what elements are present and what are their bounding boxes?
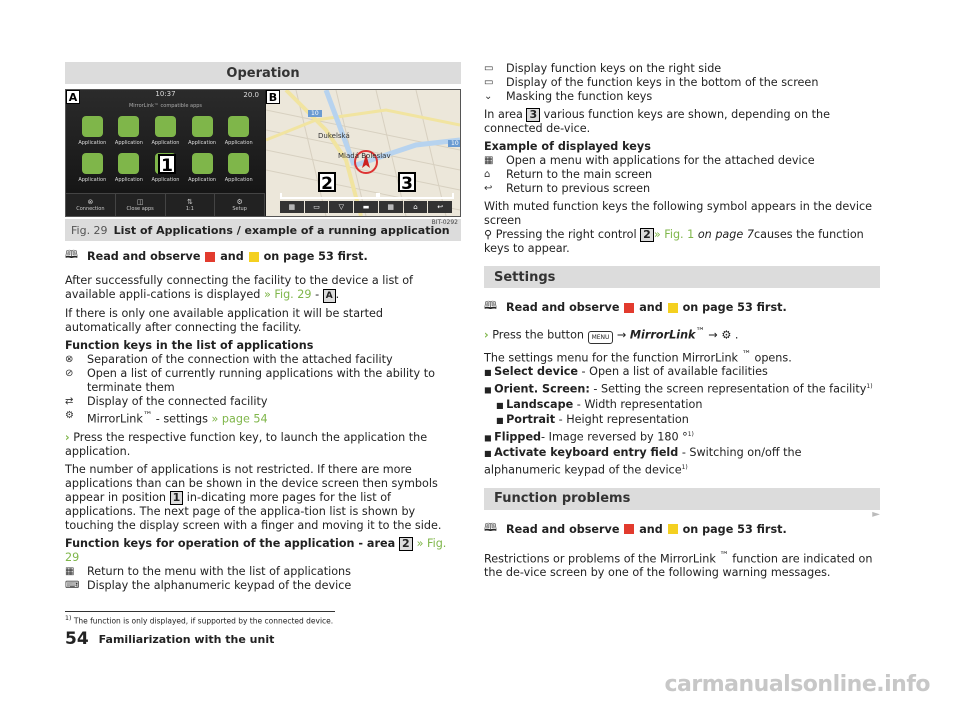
app-label: Application: [114, 140, 143, 146]
road-label-1: 10: [308, 110, 322, 117]
map-function-key-icon[interactable]: ▬: [354, 201, 378, 213]
app-label: Application: [224, 140, 253, 146]
settings-item-label: Activate keyboard entry field: [494, 445, 679, 459]
left.area2_keys-text: Display the alphanumeric keypad of the device: [87, 578, 352, 592]
warning-yellow-icon: [668, 524, 678, 534]
muted-symbol-icon: ⚲: [484, 228, 493, 241]
figure-caption-text: List of Applications / example of a running application: [113, 223, 450, 237]
settings-item-text: - Setting the screen representation of the facility: [589, 383, 867, 397]
settings-item: [484, 380, 880, 398]
callout-3: 3: [398, 172, 416, 192]
app-tile[interactable]: [220, 153, 257, 183]
callout-1: 1: [158, 154, 176, 174]
app-icon: [192, 116, 213, 137]
function-key-icon: ▭: [484, 77, 494, 88]
map-function-key-icon[interactable]: ▽: [329, 201, 353, 213]
read-observe-pre: Read and observe: [87, 250, 201, 263]
app-icon: [82, 116, 103, 137]
page-number: 54: [65, 629, 89, 649]
left.keys-row: [65, 395, 461, 409]
continue-arrow-icon: ►: [872, 509, 880, 520]
map-button-bar: [280, 201, 452, 213]
right.examples-text: Open a menu with applications for the attached device: [506, 154, 815, 167]
panel-b-map: [266, 90, 460, 216]
left.area2_keys-row: [65, 565, 461, 579]
app-label: Application: [151, 177, 180, 183]
app-icon: [118, 116, 139, 137]
bottom-bar-icon: ⚙: [236, 198, 243, 206]
book-icon: 🕮: [484, 299, 498, 312]
fig-29-link[interactable]: » Fig. 29: [263, 288, 312, 301]
settings-item-text: - Switching on/off the alphanumeric keypad of the device: [484, 445, 802, 477]
single-app-paragraph: If there is only one available application it will be started automatically after connecting the facility.: [65, 307, 384, 334]
section-title-settings: Settings: [484, 266, 880, 288]
section-title-function-problems: Function problems: [484, 488, 880, 510]
settings-step: › Press the button MENU → MirrorLink™ → ⚙ .: [484, 326, 739, 342]
callout-2: 2: [318, 172, 336, 192]
read-observe-post: on page 53 first.: [263, 250, 368, 263]
read-observe-1: [65, 247, 461, 266]
footnote-ref: 1): [866, 383, 873, 391]
settings-item: [484, 413, 880, 428]
settings-item-label: Portrait: [506, 413, 556, 427]
app-icon: [82, 153, 103, 174]
app-tile[interactable]: [184, 153, 221, 183]
examples-heading: Example of displayed keys: [484, 140, 651, 153]
settings-item: [484, 428, 880, 446]
bottom-bar-label: Close apps: [126, 206, 154, 212]
bottom-bar-icon: ⇅: [186, 198, 193, 206]
warning-red-icon: [205, 252, 215, 262]
bullet-icon: ■: [496, 416, 507, 426]
right.top_keys-row: [484, 62, 880, 76]
ref-box-1: 1: [170, 491, 184, 505]
right.examples-row: [484, 168, 880, 182]
function-key-icon: ↩: [484, 183, 493, 194]
app-tile[interactable]: [111, 153, 148, 183]
brace-3: [378, 193, 454, 199]
label-a: A: [66, 90, 80, 104]
function-key-icon: ▭: [484, 63, 494, 74]
app-icon: [192, 153, 213, 174]
warning-yellow-icon: [668, 303, 678, 313]
problems-paragraph: Restrictions or problems of the MirrorLink ™ function are indicated on the de-vice screen by one of the following warning messages.: [484, 549, 873, 580]
left.keys-text: Separation of the connection with the attached facility: [87, 353, 393, 366]
map-function-key-icon[interactable]: ▦: [280, 201, 304, 213]
app-tile[interactable]: [220, 116, 257, 146]
right.top_keys-text: Display function keys on the right side: [506, 62, 722, 75]
book-icon: 🕮: [484, 520, 498, 534]
left.area2_keys-text: Return to the menu with the list of applications: [87, 564, 351, 578]
settings-item: [484, 398, 880, 413]
ref-box-2b: 2: [640, 228, 654, 242]
app-tile[interactable]: [111, 116, 148, 146]
settings-item-text: - Width representation: [573, 398, 703, 412]
function-key-icon: ⌄: [484, 91, 493, 102]
book-icon: 🕮: [65, 248, 79, 261]
fig-29-link-2[interactable]: » Fig. 29: [65, 536, 447, 564]
bottom-bar-label: Setup: [232, 206, 247, 212]
read-observe-settings: 🕮 Read and observe and on page 53 first.: [484, 298, 880, 317]
right.examples-text: Return to previous screen: [506, 182, 651, 195]
settings-item-label: Orient. Screen:: [494, 383, 590, 397]
bottom-bar-item[interactable]: [66, 194, 116, 216]
settings-item-text: - Image reversed by 180 °: [541, 430, 688, 444]
left.keys-text: Display of the connected facility: [87, 395, 268, 408]
figure-code: BIT-0292: [431, 219, 458, 226]
right.top_keys-text: Masking the function keys: [506, 90, 653, 103]
settings-item-label: Flipped: [494, 430, 542, 444]
map-function-key-icon[interactable]: ↩: [428, 201, 452, 213]
mirrorlink-brand: MirrorLink: [629, 328, 696, 342]
function-key-icon: ⌨: [65, 579, 80, 591]
step-arrow-icon: ›: [484, 328, 489, 342]
bottom-bar-icon: ⊗: [87, 198, 94, 206]
settings-opens: The settings menu for the function MirrorLink ™ opens.: [484, 348, 792, 365]
settings-item: [484, 365, 880, 380]
right.top_keys-row: [484, 90, 880, 104]
warning-red-icon: [624, 524, 634, 534]
settings-list: [484, 365, 880, 477]
road-label-2: 10: [448, 140, 460, 147]
map-function-key-icon[interactable]: ⌂: [404, 201, 428, 213]
bottom-bar-label: Connection: [76, 206, 105, 212]
function-key-icon: ▦: [484, 155, 494, 166]
function-key-icon: ⊗: [65, 354, 74, 365]
right.examples-row: [484, 154, 880, 168]
settings-icon: ⚙: [65, 410, 74, 421]
app-icon: [228, 153, 249, 174]
left.keys-text: Open a list of currently running applications with the ability to terminate them: [87, 367, 435, 394]
app-tile[interactable]: [184, 116, 221, 146]
map-function-key-icon[interactable]: ▭: [305, 201, 329, 213]
examples-list: [484, 154, 880, 196]
bottom-bar-item[interactable]: [166, 194, 216, 216]
footnote: $^{1)}$ The function is only displayed, if supported by the connected device.: [65, 615, 334, 626]
intro-paragraph: After successfully connecting the facility to the device a list of available appli-cations is displayed » Fig. 29 - A .: [65, 274, 413, 301]
bottom-bar-item[interactable]: [116, 194, 166, 216]
bottom-bar-label: 1:1: [185, 206, 194, 212]
muted-paragraph: With muted function keys the following symbol appears in the device screen ⚲ Pressing the right control 2 » Fig. 1 on page 7causes the function keys to appear.: [484, 200, 873, 255]
area2-heading: Function keys for operation of the application - area 2 » Fig. 29: [65, 536, 447, 564]
bullet-icon: ■: [484, 386, 495, 396]
app-label: Application: [151, 140, 180, 146]
right-column: [484, 62, 880, 580]
read-observe-problems: 🕮 Read and observe and on page 53 first.: [484, 520, 880, 539]
function-key-icon: ⌂: [484, 169, 491, 180]
step-arrow-icon: ›: [65, 430, 70, 444]
ref-box-2: 2: [399, 537, 413, 551]
mirrorlink-key: ⚙ MirrorLink™ - settings » page 54: [65, 410, 268, 426]
footer-title: Familiarization with the unit: [98, 632, 275, 646]
function-key-icon: ▦: [65, 565, 75, 577]
map-city-1: Dukelská: [318, 132, 350, 140]
footnote-divider: [65, 611, 335, 612]
screen-time: 10:37: [155, 90, 176, 98]
screen-bottom-bar: [66, 193, 265, 216]
bullet-icon: ■: [484, 433, 495, 443]
right.top_keys-text: Display of the function keys in the bottom of the screen: [506, 76, 819, 89]
left.keys-row: [65, 353, 461, 367]
warning-red-icon: [624, 303, 634, 313]
left-column: [65, 62, 461, 593]
app-label: Application: [114, 177, 143, 183]
app-label: Application: [224, 177, 253, 183]
section-title-operation: Operation: [65, 62, 461, 84]
figure-number: Fig. 29: [71, 223, 108, 237]
settings-gear-icon: ⚙: [721, 328, 732, 342]
top-keys-list: [484, 62, 880, 104]
warning-yellow-icon: [249, 252, 259, 262]
right.top_keys-row: [484, 76, 880, 90]
label-b: B: [266, 90, 280, 104]
brace-2: [280, 193, 378, 199]
map-city-2: Mladá Boleslav: [338, 152, 391, 160]
screen-subtitle: MirrorLink™ compatible apps: [128, 103, 203, 109]
app-label: Application: [188, 140, 217, 146]
menu-button-icon: MENU: [588, 331, 614, 344]
app-icon: [155, 116, 176, 137]
page-footer: [65, 629, 274, 649]
keys-list: [65, 353, 461, 409]
screen-right-value: 20.0: [243, 91, 259, 99]
ref-box-3: 3: [526, 108, 540, 122]
bottom-bar-item[interactable]: [215, 194, 265, 216]
keys-heading: Function keys in the list of applications: [65, 339, 314, 352]
fig-1-link[interactable]: » Fig. 1: [653, 228, 695, 241]
figure-29: [65, 89, 461, 226]
watermark: carmanualsonline.info: [664, 672, 930, 697]
footnote-ref: 1): [687, 431, 694, 439]
read-observe-and: and: [220, 250, 244, 263]
page-54-link[interactable]: » page 54: [211, 412, 268, 426]
map-function-key-icon[interactable]: ▦: [379, 201, 403, 213]
ref-box-a: A: [323, 289, 336, 303]
figure-caption: [65, 219, 461, 241]
bullet-icon: ■: [496, 401, 507, 411]
function-key-icon: ⇄: [65, 396, 74, 407]
right.examples-row: [484, 182, 880, 196]
pages-paragraph: The number of applications is not restricted. If there are more applications than can be shown in the device screen then symbols appear in position 1 in-dicating more pages for the list of applications. The next page of the applica-tion list is shown by touching the display screen with a finger and moving it to the side.: [65, 462, 442, 532]
function-key-icon: ⊘: [65, 368, 74, 379]
app-icon: [118, 153, 139, 174]
app-icon: [228, 116, 249, 137]
footnote-ref: 1): [681, 463, 688, 471]
app-label: Application: [78, 177, 107, 183]
app-label: Application: [78, 140, 107, 146]
app-tile[interactable]: [74, 116, 111, 146]
settings-item-label: Landscape: [506, 398, 574, 412]
screen-statusbar: [66, 90, 265, 102]
settings-item-label: Select device: [494, 365, 578, 379]
left.keys-row: [65, 367, 461, 395]
area2-keys-list: [65, 565, 461, 593]
panel-a-app-list: [66, 90, 265, 216]
app-label: Application: [188, 177, 217, 183]
right.examples-text: Return to the main screen: [506, 168, 653, 181]
settings-item-text: - Height representation: [555, 413, 689, 427]
launch-step: › Press the respective function key, to launch the application the application.: [65, 430, 428, 458]
area3-paragraph: In area 3 various function keys are shown, depending on the connected de-vice.: [484, 108, 831, 135]
left.area2_keys-row: [65, 579, 461, 593]
app-tile[interactable]: [147, 116, 184, 146]
bottom-bar-icon: ◫: [136, 198, 144, 206]
bullet-icon: ■: [484, 448, 495, 458]
settings-item-text: - Open a list of available facilities: [578, 365, 768, 379]
app-tile[interactable]: [74, 153, 111, 183]
bullet-icon: ■: [484, 368, 495, 378]
settings-item: [484, 446, 880, 478]
